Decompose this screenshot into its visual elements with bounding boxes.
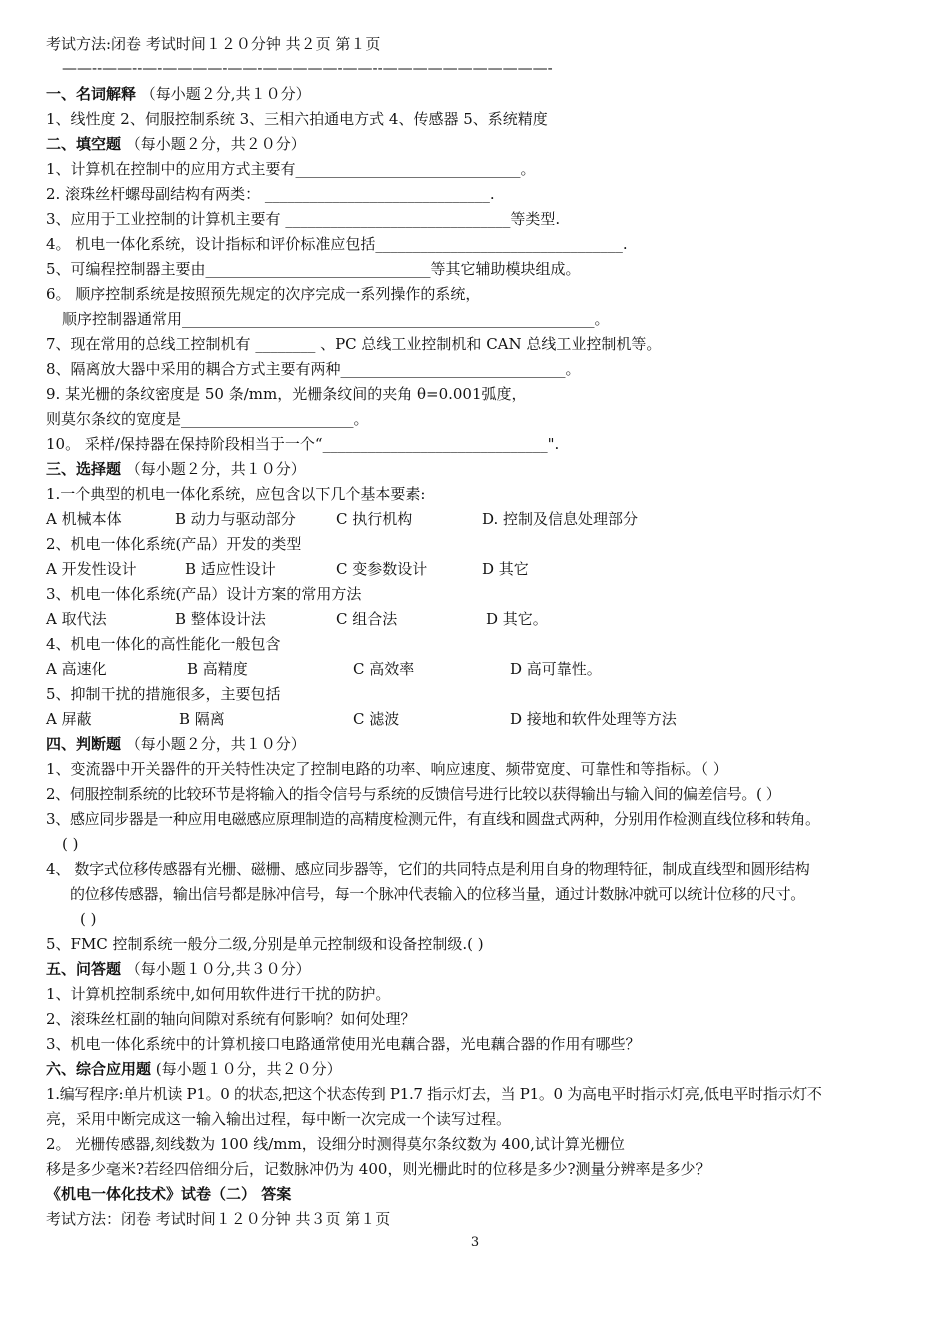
choice-option: D 其它。 [486,610,548,628]
header-info: 考试方法:闭卷 考试时间１２０分钟 共２页 第１页 [46,35,381,53]
qa-item: 1、计算机控制系统中,如何用软件进行干扰的防护。 [46,985,391,1003]
choice-option: C 执行机构 [336,510,413,528]
choice-option: A 开发性设计 [46,560,137,578]
app-item: 1.编写程序:单片机读 P1。0 的状态,把这个状态传到 P1.7 指示灯去，当 P1。0 为高电平时指示灯亮,低电平时指示灯不 [46,1085,822,1103]
answer-exam-info: 考试方法：闭卷 考试时间１２０分钟 共３页 第１页 [46,1210,391,1228]
fill-item: 6。 顺序控制系统是按照预先规定的次序完成一系列操作的系统， [46,285,481,303]
section-6-heading [46,1059,342,1079]
fill-item: 则莫尔条纹的宽度是_______________________。 [46,410,369,428]
page-number: 3 [470,1235,480,1250]
choice-option: B 隔离 [179,710,225,728]
qa-item: 2、滚珠丝杠副的轴向间隙对系统有何影响？如何处理？ [46,1010,416,1028]
fill-item: 顺序控制器通常用_______________________________________________________。 [62,310,610,328]
choice-option: D 其它 [482,560,529,578]
section-5-heading [46,959,311,979]
answer-title: 《机电一体化技术》试卷（二） 答案 [46,1185,292,1203]
judge-item: 3、感应同步器是一种应用电磁感应原理制造的高精度检测元件，有直线和圆盘式两种，分别用作检测直线位移和转角。 [46,810,820,828]
app-item: 亮，采用中断完成这一输入输出过程，每中断一次完成一个读写过程。 [46,1110,512,1128]
section-title: 二、填空题 [46,135,122,153]
choice-option: D 高可靠性。 [510,660,602,678]
choice-question: 4、机电一体化的高性能化一般包含 [46,635,281,653]
choice-option: A 取代法 [46,610,107,628]
judge-answer-blank: ( ) [62,835,79,853]
choice-option: B 高精度 [187,660,248,678]
section-4-heading [46,734,306,754]
choice-option: C 高效率 [353,660,415,678]
section-title: 五、问答题 [46,960,122,978]
section-3-heading [46,459,306,479]
section-note: （每小题２分,共１０分） [140,85,311,103]
section-1-item: 1、线性度 2、伺服控制系统 3、三相六拍通电方式 4、传感器 5、系统精度 [46,110,548,128]
section-2-heading [46,134,306,154]
choice-option: A 屏蔽 [46,710,92,728]
section-note: （每小题１０分,共３０分） [125,960,311,978]
choice-option: D 接地和软件处理等方法 [510,710,677,728]
fill-item: 9. 某光栅的条纹密度是 50 条/mm，光栅条纹间的夹角 θ=0.001弧度， [46,385,527,403]
judge-item: 1、变流器中开关器件的开关特性决定了控制电路的功率、响应速度、频带宽度、可靠性和等指标。（ ） [46,760,728,778]
choice-option: A 机械本体 [46,510,122,528]
fill-item: 5、可编程控制器主要由______________________________等其它辅助模块组成。 [46,260,581,278]
section-note: (每小题１０分，共２０分） [155,1060,342,1078]
choice-option: A 高速化 [46,660,107,678]
judge-answer-blank: ( ) [80,910,97,928]
choice-option: C 组合法 [336,610,398,628]
choice-option: B 适应性设计 [185,560,276,578]
section-note: （每小题２分，共２０分） [125,135,306,153]
fill-item: 2. 滚珠丝杆螺母副结构有两类： ______________________________. [46,185,495,203]
fill-item: 3、应用于工业控制的计算机主要有 ______________________________等类型. [46,210,561,228]
fill-item: 4。 机电一体化系统，设计指标和评价标准应包括_________________________________. [46,235,628,253]
choice-question: 5、抑制干扰的措施很多，主要包括 [46,685,281,703]
choice-question: 1.一个典型的机电一体化系统，应包含以下几个基本要素: [46,485,426,503]
fill-item: 8、隔离放大器中采用的耦合方式主要有两种______________________________。 [46,360,581,378]
section-title: 三、选择题 [46,460,122,478]
choice-question: 2、机电一体化系统(产品）开发的类型 [46,535,302,553]
section-note: （每小题２分，共１０分） [125,735,306,753]
choice-question: 3、机电一体化系统(产品）设计方案的常用方法 [46,585,362,603]
section-1-heading [46,84,311,104]
app-item: 移是多少毫米?若经四倍细分后，记数脉冲仍为 400，则光栅此时的位移是多少?测量分辨率是多少？ [46,1160,711,1178]
app-item: 2。 光栅传感器,刻线数为 100 线/mm，设细分时测得莫尔条纹数为 400,试计算光栅位 [46,1135,625,1153]
qa-item: 3、机电一体化系统中的计算机接口电路通常使用光电藕合器，光电藕合器的作用有哪些？ [46,1035,641,1053]
section-title: 一、名词解释 [46,85,137,103]
judge-item: 2、伺服控制系统的比较环节是将输入的指令信号与系统的反馈信号进行比较以获得输出与输入间的偏差信号。( ） [46,785,781,803]
judge-item: 的位移传感器，输出信号都是脉冲信号，每一个脉冲代表输入的位移当量，通过计数脉冲就可以统计位移的尺寸。 [70,885,806,903]
judge-item: 5、FMC 控制系统一般分二级,分别是单元控制级和设备控制级.( ) [46,935,484,953]
fill-item: 7、现在常用的总线工控制机有 ________ 、PC 总线工业控制机和 CAN 总线工业控制机等。 [46,335,662,353]
header-divider: ——--——--—-————-——-—————-——--———————————- [62,59,553,77]
section-title: 四、判断题 [46,735,122,753]
choice-option: B 动力与驱动部分 [175,510,296,528]
choice-option: C 变参数设计 [336,560,428,578]
fill-item: 10。 采样/保持器在保持阶段相当于一个“______________________________". [46,435,560,453]
judge-item: 4、 数字式位移传感器有光栅、磁栅、感应同步器等，它们的共同特点是利用自身的物理特征，制成直线型和圆形结构 [46,860,810,878]
choice-option: B 整体设计法 [175,610,266,628]
choice-option: C 滤波 [353,710,400,728]
fill-item: 1、计算机在控制中的应用方式主要有______________________________。 [46,160,536,178]
section-note: （每小题２分，共１０分） [125,460,306,478]
choice-option: D. 控制及信息处理部分 [482,510,639,528]
section-title: 六、综合应用题 [46,1060,152,1078]
